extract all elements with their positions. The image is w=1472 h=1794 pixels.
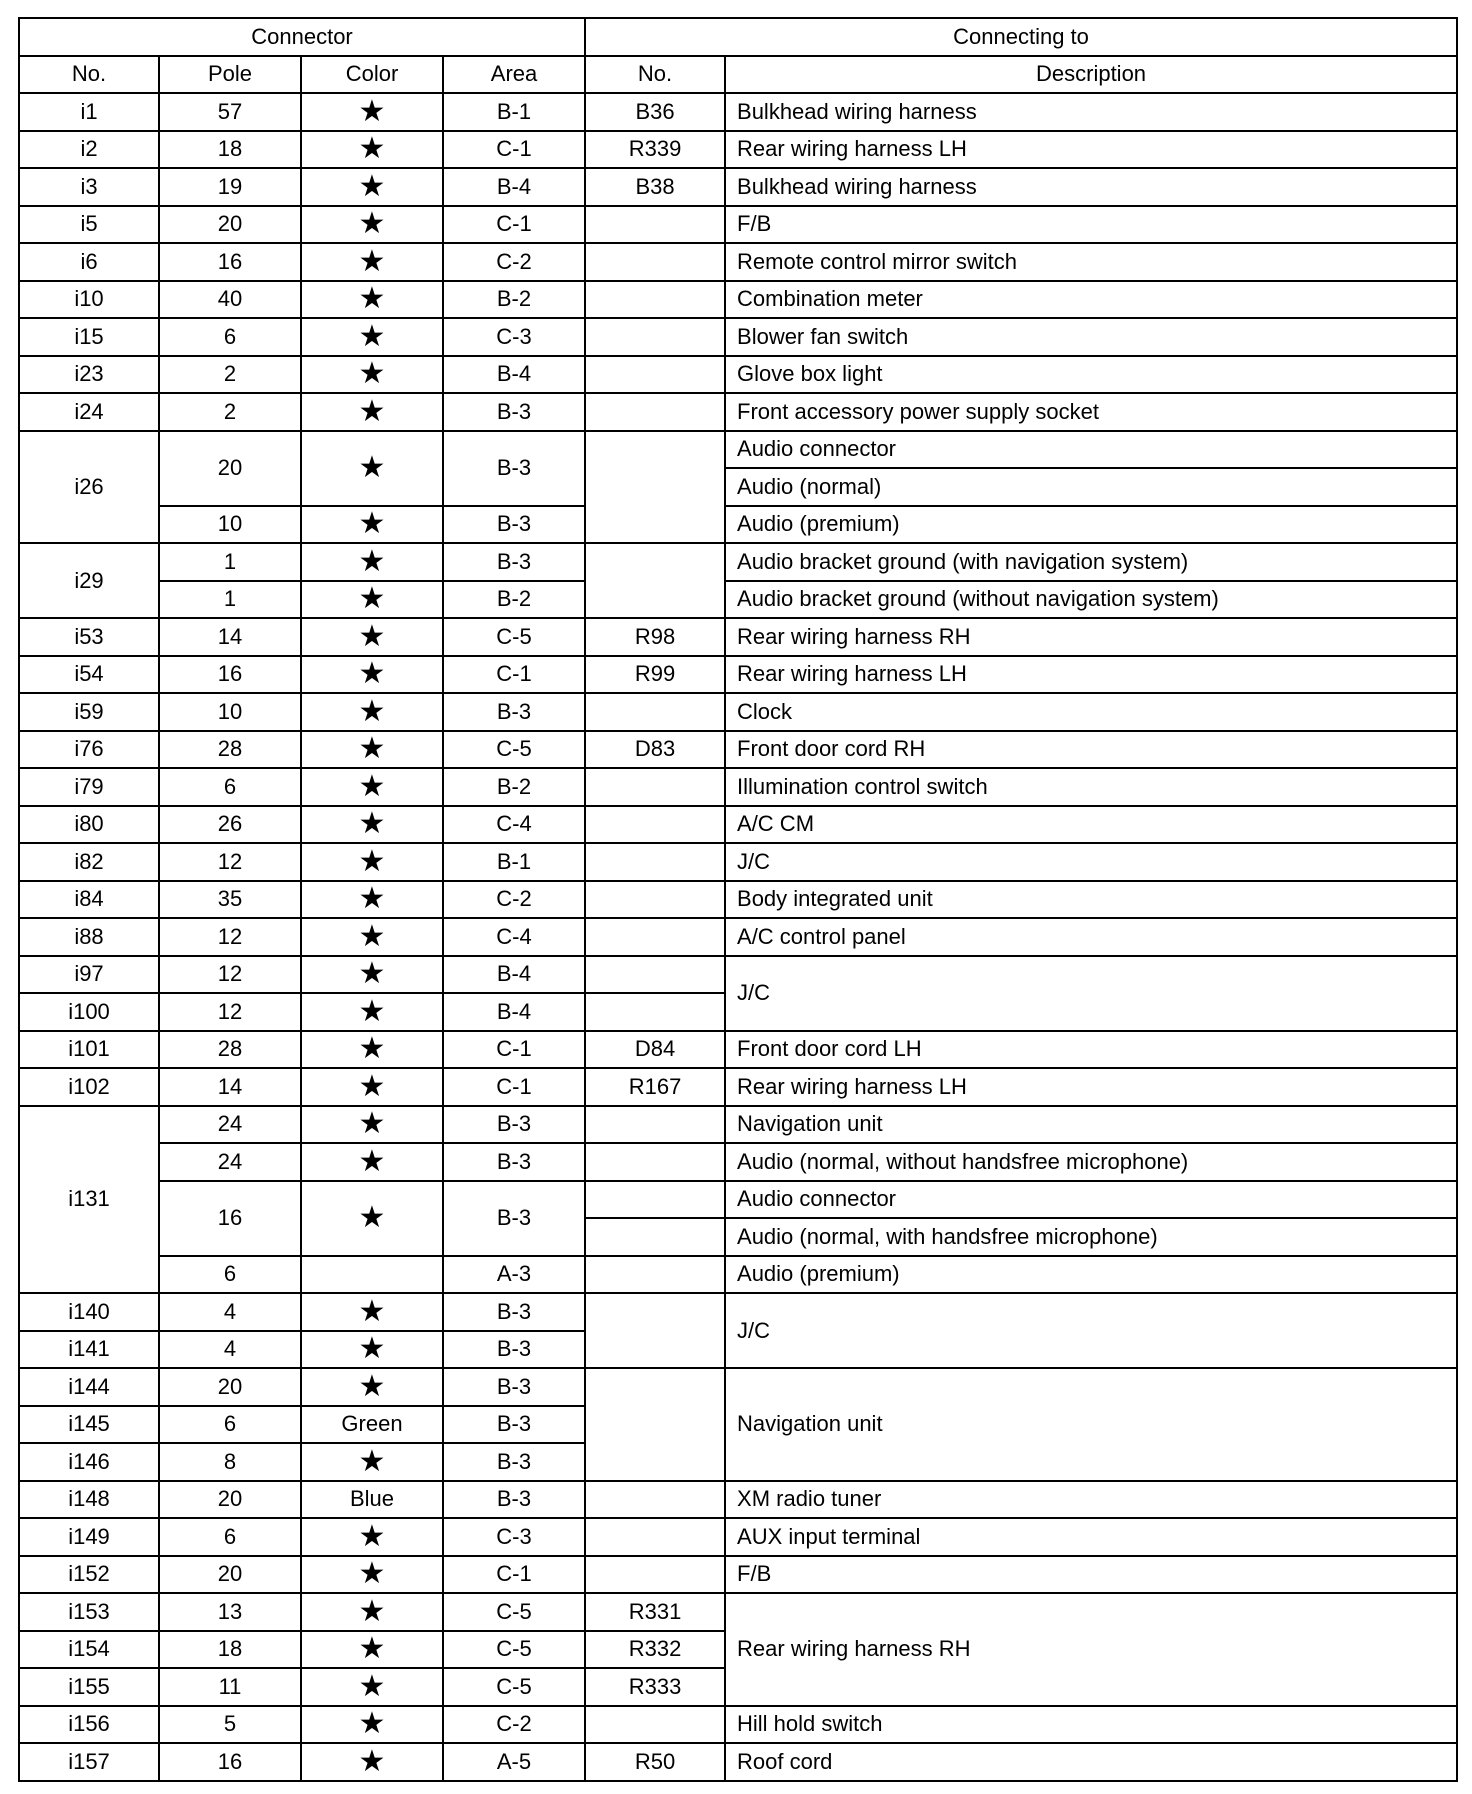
- cell-pole: 20: [159, 431, 301, 506]
- cell-pole: 10: [159, 693, 301, 731]
- star-icon: ★: [301, 168, 443, 206]
- star-icon: ★: [301, 543, 443, 581]
- star-icon: ★: [301, 1106, 443, 1144]
- cell-connector-no: i140: [19, 1293, 159, 1331]
- column-header-no: No.: [19, 56, 159, 94]
- cell-connector-no: i29: [19, 543, 159, 618]
- cell-area: C-1: [443, 656, 585, 694]
- star-icon: ★: [301, 618, 443, 656]
- cell-connecting-no: R332: [585, 1631, 725, 1669]
- cell-pole: 6: [159, 1256, 301, 1294]
- cell-connecting-no: [585, 1368, 725, 1481]
- table-row: [19, 1706, 1457, 1744]
- star-icon: ★: [301, 1181, 443, 1256]
- cell-connecting-no: [585, 1143, 725, 1181]
- star-icon: ★: [301, 506, 443, 544]
- cell-connector-no: i144: [19, 1368, 159, 1406]
- cell-pole: 1: [159, 543, 301, 581]
- cell-connecting-no: [585, 243, 725, 281]
- cell-connecting-no: [585, 693, 725, 731]
- cell-connector-no: i24: [19, 393, 159, 431]
- cell-description: Remote control mirror switch: [725, 243, 1457, 281]
- star-icon: ★: [301, 281, 443, 319]
- cell-area: C-4: [443, 918, 585, 956]
- table-row: [19, 1556, 1457, 1594]
- star-icon: ★: [301, 881, 443, 919]
- cell-pole: 2: [159, 356, 301, 394]
- cell-connecting-no: [585, 281, 725, 319]
- table-row: [19, 881, 1457, 919]
- cell-connecting-no: [585, 1481, 725, 1519]
- cell-pole: 20: [159, 206, 301, 244]
- cell-area: B-4: [443, 356, 585, 394]
- table-row: [19, 318, 1457, 356]
- table-row: [19, 506, 1457, 544]
- table-row: [19, 1743, 1457, 1781]
- cell-connecting-no: [585, 956, 725, 994]
- cell-connector-no: i6: [19, 243, 159, 281]
- cell-connecting-no: [585, 843, 725, 881]
- cell-area: B-3: [443, 543, 585, 581]
- cell-pole: 26: [159, 806, 301, 844]
- column-header-color: Color: [301, 56, 443, 94]
- column-header-connecting-no: No.: [585, 56, 725, 94]
- connector-table: [18, 17, 1458, 1782]
- cell-connecting-no: R333: [585, 1668, 725, 1706]
- cell-connector-no: i82: [19, 843, 159, 881]
- cell-pole: 28: [159, 731, 301, 769]
- cell-pole: 1: [159, 581, 301, 619]
- cell-pole: 24: [159, 1106, 301, 1144]
- table-row: [19, 243, 1457, 281]
- cell-connector-no: i26: [19, 431, 159, 544]
- star-icon: ★: [301, 993, 443, 1031]
- table-row: [19, 956, 1457, 994]
- cell-area: B-3: [443, 1181, 585, 1256]
- cell-pole: 5: [159, 1706, 301, 1744]
- cell-connecting-no: [585, 1106, 725, 1144]
- column-header-pole: Pole: [159, 56, 301, 94]
- cell-description: Audio (premium): [725, 1256, 1457, 1294]
- cell-area: B-3: [443, 506, 585, 544]
- cell-connector-no: i148: [19, 1481, 159, 1519]
- cell-connector-no: i157: [19, 1743, 159, 1781]
- cell-connector-no: i97: [19, 956, 159, 994]
- star-icon: ★: [301, 581, 443, 619]
- table-row: [19, 281, 1457, 319]
- cell-description: Navigation unit: [725, 1106, 1457, 1144]
- cell-area: C-1: [443, 206, 585, 244]
- cell-pole: 24: [159, 1143, 301, 1181]
- cell-area: C-1: [443, 1068, 585, 1106]
- cell-area: B-2: [443, 581, 585, 619]
- cell-pole: 20: [159, 1481, 301, 1519]
- cell-connector-no: i155: [19, 1668, 159, 1706]
- cell-area: B-2: [443, 768, 585, 806]
- cell-area: B-2: [443, 281, 585, 319]
- cell-color: Green: [301, 1406, 443, 1444]
- cell-description: Illumination control switch: [725, 768, 1457, 806]
- cell-connecting-no: D84: [585, 1031, 725, 1069]
- cell-area: A-3: [443, 1256, 585, 1294]
- cell-area: A-5: [443, 1743, 585, 1781]
- table-row: [19, 618, 1457, 656]
- cell-description: Audio bracket ground (with navigation system): [725, 543, 1457, 581]
- cell-connecting-no: [585, 1518, 725, 1556]
- cell-pole: 8: [159, 1443, 301, 1481]
- cell-color: Blue: [301, 1481, 443, 1519]
- table-row: [19, 393, 1457, 431]
- cell-pole: 20: [159, 1368, 301, 1406]
- cell-pole: 40: [159, 281, 301, 319]
- cell-pole: 12: [159, 918, 301, 956]
- cell-area: B-3: [443, 1481, 585, 1519]
- cell-description: Front accessory power supply socket: [725, 393, 1457, 431]
- table-row: [19, 768, 1457, 806]
- cell-connecting-no: B38: [585, 168, 725, 206]
- cell-description: Audio (normal): [725, 468, 1457, 506]
- cell-pole: 4: [159, 1331, 301, 1369]
- cell-pole: 20: [159, 1556, 301, 1594]
- cell-color: [301, 1256, 443, 1294]
- table-row: [19, 1181, 1457, 1219]
- cell-description: Rear wiring harness LH: [725, 131, 1457, 169]
- cell-area: C-5: [443, 1668, 585, 1706]
- cell-area: B-4: [443, 993, 585, 1031]
- cell-area: C-2: [443, 243, 585, 281]
- star-icon: ★: [301, 93, 443, 131]
- cell-connector-no: i101: [19, 1031, 159, 1069]
- cell-description: Audio bracket ground (without navigation system): [725, 581, 1457, 619]
- cell-connector-no: i102: [19, 1068, 159, 1106]
- star-icon: ★: [301, 206, 443, 244]
- cell-description: Combination meter: [725, 281, 1457, 319]
- star-icon: ★: [301, 1593, 443, 1631]
- table-row: [19, 1481, 1457, 1519]
- cell-area: C-2: [443, 1706, 585, 1744]
- cell-area: C-4: [443, 806, 585, 844]
- cell-pole: 6: [159, 1406, 301, 1444]
- cell-description: Audio connector: [725, 1181, 1457, 1219]
- cell-area: C-5: [443, 731, 585, 769]
- cell-connector-no: i146: [19, 1443, 159, 1481]
- cell-description: Rear wiring harness LH: [725, 656, 1457, 694]
- table-row: [19, 656, 1457, 694]
- cell-pole: 11: [159, 1668, 301, 1706]
- cell-description: A/C control panel: [725, 918, 1457, 956]
- star-icon: ★: [301, 131, 443, 169]
- cell-connector-no: i23: [19, 356, 159, 394]
- cell-pole: 19: [159, 168, 301, 206]
- cell-description: A/C CM: [725, 806, 1457, 844]
- cell-description: AUX input terminal: [725, 1518, 1457, 1556]
- cell-connecting-no: [585, 993, 725, 1031]
- star-icon: ★: [301, 1743, 443, 1781]
- star-icon: ★: [301, 243, 443, 281]
- column-header-description: Description: [725, 56, 1457, 94]
- cell-area: C-1: [443, 1556, 585, 1594]
- star-icon: ★: [301, 1031, 443, 1069]
- star-icon: ★: [301, 731, 443, 769]
- cell-description: Hill hold switch: [725, 1706, 1457, 1744]
- cell-description: J/C: [725, 843, 1457, 881]
- cell-pole: 16: [159, 1743, 301, 1781]
- table-row: [19, 1106, 1457, 1144]
- cell-area: B-3: [443, 1406, 585, 1444]
- cell-connecting-no: [585, 1706, 725, 1744]
- table-row: [19, 206, 1457, 244]
- cell-area: B-1: [443, 843, 585, 881]
- cell-description: Audio (premium): [725, 506, 1457, 544]
- cell-connecting-no: R98: [585, 618, 725, 656]
- cell-description: Rear wiring harness RH: [725, 618, 1457, 656]
- cell-connector-no: i59: [19, 693, 159, 731]
- star-icon: ★: [301, 843, 443, 881]
- cell-pole: 57: [159, 93, 301, 131]
- cell-description: Roof cord: [725, 1743, 1457, 1781]
- cell-pole: 16: [159, 656, 301, 694]
- cell-pole: 6: [159, 1518, 301, 1556]
- cell-area: B-1: [443, 93, 585, 131]
- star-icon: ★: [301, 318, 443, 356]
- cell-description: Navigation unit: [725, 1368, 1457, 1481]
- cell-connector-no: i141: [19, 1331, 159, 1369]
- table-row: [19, 131, 1457, 169]
- table-row: [19, 1593, 1457, 1631]
- cell-pole: 6: [159, 768, 301, 806]
- cell-description: Blower fan switch: [725, 318, 1457, 356]
- cell-connector-no: i1: [19, 93, 159, 131]
- star-icon: ★: [301, 956, 443, 994]
- cell-area: B-3: [443, 1143, 585, 1181]
- cell-area: C-5: [443, 618, 585, 656]
- table-row: [19, 918, 1457, 956]
- cell-area: B-3: [443, 1443, 585, 1481]
- cell-connecting-no: R331: [585, 1593, 725, 1631]
- star-icon: ★: [301, 1143, 443, 1181]
- cell-connecting-no: [585, 543, 725, 618]
- cell-pole: 12: [159, 956, 301, 994]
- cell-connector-no: i5: [19, 206, 159, 244]
- cell-connecting-no: [585, 768, 725, 806]
- cell-area: B-4: [443, 168, 585, 206]
- cell-description: Front door cord RH: [725, 731, 1457, 769]
- star-icon: ★: [301, 1293, 443, 1331]
- cell-connecting-no: [585, 1256, 725, 1294]
- star-icon: ★: [301, 1331, 443, 1369]
- cell-connecting-no: [585, 881, 725, 919]
- cell-connector-no: i3: [19, 168, 159, 206]
- star-icon: ★: [301, 1368, 443, 1406]
- cell-connecting-no: [585, 918, 725, 956]
- cell-area: C-2: [443, 881, 585, 919]
- cell-area: B-3: [443, 1106, 585, 1144]
- cell-description: Bulkhead wiring harness: [725, 93, 1457, 131]
- table-row: [19, 806, 1457, 844]
- star-icon: ★: [301, 1668, 443, 1706]
- cell-description: Front door cord LH: [725, 1031, 1457, 1069]
- cell-description: Audio connector: [725, 431, 1457, 469]
- star-icon: ★: [301, 768, 443, 806]
- cell-connecting-no: B36: [585, 93, 725, 131]
- cell-description: J/C: [725, 1293, 1457, 1368]
- cell-area: C-3: [443, 318, 585, 356]
- table-row: [19, 1293, 1457, 1331]
- star-icon: ★: [301, 1068, 443, 1106]
- table-row: [19, 581, 1457, 619]
- cell-description: F/B: [725, 206, 1457, 244]
- table-row: [19, 1256, 1457, 1294]
- star-icon: ★: [301, 356, 443, 394]
- cell-pole: 16: [159, 243, 301, 281]
- cell-pole: 6: [159, 318, 301, 356]
- cell-pole: 18: [159, 131, 301, 169]
- table-row: [19, 731, 1457, 769]
- cell-pole: 13: [159, 1593, 301, 1631]
- cell-connector-no: i10: [19, 281, 159, 319]
- cell-description: Clock: [725, 693, 1457, 731]
- cell-connecting-no: [585, 318, 725, 356]
- group-header-row: [19, 18, 1457, 56]
- cell-connector-no: i53: [19, 618, 159, 656]
- star-icon: ★: [301, 1556, 443, 1594]
- star-icon: ★: [301, 1518, 443, 1556]
- cell-connector-no: i2: [19, 131, 159, 169]
- group-header-connecting-to: Connecting to: [585, 18, 1457, 56]
- star-icon: ★: [301, 393, 443, 431]
- cell-connector-no: i15: [19, 318, 159, 356]
- cell-description: Glove box light: [725, 356, 1457, 394]
- star-icon: ★: [301, 1706, 443, 1744]
- cell-connecting-no: D83: [585, 731, 725, 769]
- table-row: [19, 693, 1457, 731]
- cell-connector-no: i145: [19, 1406, 159, 1444]
- cell-area: B-3: [443, 431, 585, 506]
- cell-area: B-3: [443, 1331, 585, 1369]
- star-icon: ★: [301, 656, 443, 694]
- star-icon: ★: [301, 1631, 443, 1669]
- star-icon: ★: [301, 1443, 443, 1481]
- cell-description: Audio (normal, with handsfree microphone): [725, 1218, 1457, 1256]
- table-row: [19, 1368, 1457, 1406]
- cell-pole: 10: [159, 506, 301, 544]
- cell-connecting-no: R167: [585, 1068, 725, 1106]
- cell-area: C-1: [443, 131, 585, 169]
- cell-connecting-no: R339: [585, 131, 725, 169]
- star-icon: ★: [301, 693, 443, 731]
- table-row: [19, 1518, 1457, 1556]
- cell-connecting-no: [585, 1181, 725, 1219]
- cell-area: B-3: [443, 1293, 585, 1331]
- cell-connector-no: i131: [19, 1106, 159, 1294]
- cell-connecting-no: R50: [585, 1743, 725, 1781]
- cell-area: C-3: [443, 1518, 585, 1556]
- cell-area: B-4: [443, 956, 585, 994]
- cell-description: Audio (normal, without handsfree microphone): [725, 1143, 1457, 1181]
- cell-connector-no: i76: [19, 731, 159, 769]
- table-row: [19, 843, 1457, 881]
- cell-connecting-no: [585, 393, 725, 431]
- cell-description: Bulkhead wiring harness: [725, 168, 1457, 206]
- cell-pole: 14: [159, 1068, 301, 1106]
- table-row: [19, 1143, 1457, 1181]
- star-icon: ★: [301, 918, 443, 956]
- cell-connector-no: i84: [19, 881, 159, 919]
- group-header-connector: Connector: [19, 18, 585, 56]
- cell-connecting-no: [585, 431, 725, 544]
- table-row: [19, 1068, 1457, 1106]
- cell-connector-no: i149: [19, 1518, 159, 1556]
- table-row: [19, 168, 1457, 206]
- cell-area: B-3: [443, 1368, 585, 1406]
- cell-connecting-no: [585, 806, 725, 844]
- star-icon: ★: [301, 431, 443, 506]
- cell-connector-no: i152: [19, 1556, 159, 1594]
- star-icon: ★: [301, 806, 443, 844]
- table-row: [19, 431, 1457, 469]
- cell-pole: 35: [159, 881, 301, 919]
- cell-area: C-1: [443, 1031, 585, 1069]
- cell-pole: 18: [159, 1631, 301, 1669]
- cell-connecting-no: [585, 1556, 725, 1594]
- cell-area: B-3: [443, 693, 585, 731]
- cell-connector-no: i79: [19, 768, 159, 806]
- cell-connecting-no: [585, 356, 725, 394]
- cell-pole: 28: [159, 1031, 301, 1069]
- cell-description: J/C: [725, 956, 1457, 1031]
- cell-description: F/B: [725, 1556, 1457, 1594]
- cell-connector-no: i154: [19, 1631, 159, 1669]
- cell-connector-no: i80: [19, 806, 159, 844]
- cell-connector-no: i88: [19, 918, 159, 956]
- cell-description: Rear wiring harness LH: [725, 1068, 1457, 1106]
- cell-pole: 14: [159, 618, 301, 656]
- column-header-row: [19, 56, 1457, 94]
- cell-pole: 12: [159, 843, 301, 881]
- cell-connector-no: i54: [19, 656, 159, 694]
- table-row: [19, 1031, 1457, 1069]
- table-row: [19, 543, 1457, 581]
- cell-connecting-no: [585, 1293, 725, 1368]
- column-header-area: Area: [443, 56, 585, 94]
- cell-pole: 4: [159, 1293, 301, 1331]
- cell-description: Body integrated unit: [725, 881, 1457, 919]
- cell-connecting-no: [585, 206, 725, 244]
- cell-area: C-5: [443, 1593, 585, 1631]
- cell-description: XM radio tuner: [725, 1481, 1457, 1519]
- cell-connector-no: i156: [19, 1706, 159, 1744]
- table-row: [19, 356, 1457, 394]
- cell-description: Rear wiring harness RH: [725, 1593, 1457, 1706]
- cell-pole: 12: [159, 993, 301, 1031]
- cell-pole: 2: [159, 393, 301, 431]
- cell-connecting-no: R99: [585, 656, 725, 694]
- table-row: [19, 93, 1457, 131]
- cell-pole: 16: [159, 1181, 301, 1256]
- cell-connector-no: i153: [19, 1593, 159, 1631]
- cell-area: B-3: [443, 393, 585, 431]
- cell-area: C-5: [443, 1631, 585, 1669]
- cell-connector-no: i100: [19, 993, 159, 1031]
- cell-connecting-no: [585, 1218, 725, 1256]
